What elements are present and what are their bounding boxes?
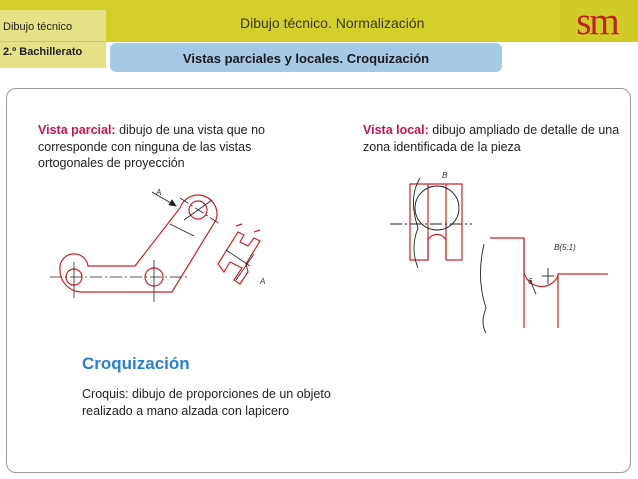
- view-label-a: A: [260, 277, 266, 286]
- section-subtitle: Vistas parciales y locales. Croquización: [182, 51, 430, 66]
- vista-parcial-text: [38, 122, 278, 172]
- arrow-head: [169, 200, 176, 206]
- sm-logo: sm: [576, 0, 618, 43]
- vista-local-definition: dibujo ampliado de detalle de una zona identificada de la pieza: [363, 123, 620, 154]
- arrow-label-a: A: [156, 188, 162, 197]
- radius-label: 6: [528, 277, 533, 286]
- level-label: 2.º Bachillerato: [3, 46, 83, 58]
- course-label: Dibujo técnico: [3, 21, 73, 33]
- detail-outline: [490, 238, 608, 286]
- vista-local-term: Vista local:: [363, 123, 429, 137]
- partial-view-drawing: [40, 180, 280, 320]
- page-title: Dibujo técnico. Normalización: [240, 15, 425, 31]
- plate-outline: [60, 195, 217, 292]
- detail-circle-b: [415, 186, 459, 230]
- vista-parcial-definition: dibujo de una vista que no corresponde con ninguna de las vistas ortogonales de proyección: [38, 123, 266, 170]
- vista-parcial-term: Vista parcial:: [38, 123, 116, 137]
- vista-local-text: [363, 122, 625, 155]
- detail-label-b: B(5:1): [554, 243, 576, 252]
- croquizacion-text: Croquis: dibujo de proporciones de un objeto realizado a mano alzada con lapicero: [82, 387, 331, 418]
- local-view-drawing: [380, 168, 610, 348]
- croquizacion-title: Croquización: [82, 354, 190, 373]
- break-line-1: [413, 178, 420, 268]
- local-label-b: B: [442, 171, 448, 180]
- break-line-2: [480, 244, 486, 333]
